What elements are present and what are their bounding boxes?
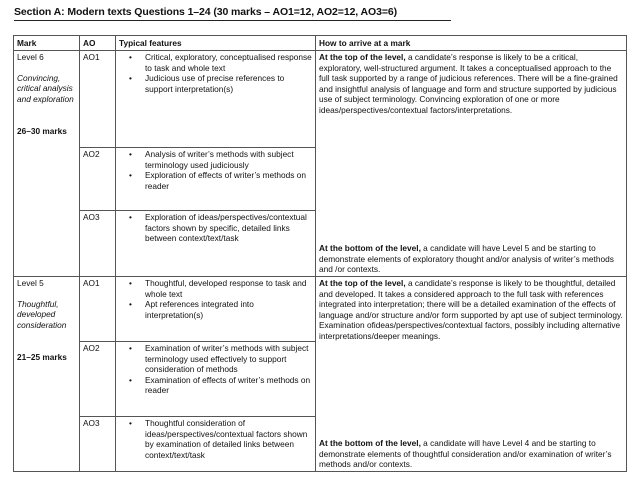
level-6-how-to-arrive [316, 51, 627, 277]
level-6-ao1-features [116, 51, 316, 148]
header-how-to-arrive: How to arrive at a mark [316, 36, 627, 51]
title-underline [14, 20, 451, 21]
feature-item: • Thoughtful, developed response to task and whole text [119, 278, 312, 299]
level-6-bottom-of-level [319, 243, 623, 275]
level-5-description: Thoughtful, developed consideration [17, 298, 67, 330]
level-5-bottom-lead: At the bottom of the level, [319, 438, 421, 449]
level-6-name: Level 6 [17, 52, 44, 62]
level-6-bottom-lead: At the bottom of the level, [319, 243, 421, 254]
header-ao: AO [80, 36, 116, 51]
level-6-ao1-label: AO1 [80, 51, 116, 148]
level-6-description: Convincing, critical analysis and exploration [17, 72, 74, 104]
level-5-top-lead: At the top of the level, [319, 278, 406, 288]
level-6-marks: 26–30 marks [17, 126, 67, 137]
feature-item: • Examination of effects of writer’s methods on reader [119, 375, 312, 396]
level-5-marks: 21–25 marks [17, 352, 67, 363]
level-6-ao3-features [116, 211, 316, 277]
level-5-how-to-arrive [316, 277, 627, 472]
feature-item: • Judicious use of precise references to support interpretation(s) [119, 73, 312, 94]
mark-scheme-table [13, 35, 627, 472]
level-5-ao3-label: AO3 [80, 417, 116, 472]
feature-item: • Analysis of writer’s methods with subject terminology used judiciously [119, 149, 312, 170]
level-5-top-of-level [319, 278, 623, 342]
level-5-name: Level 5 [17, 278, 44, 288]
feature-item: • Apt references integrated into interpretation(s) [119, 299, 312, 320]
page-title: Section A: Modern texts Questions 1–24 (30 marks – AO1=12, AO2=12, AO3=6) [14, 6, 398, 18]
level-5-ao1-features [116, 277, 316, 342]
feature-item: • Critical, exploratory, conceptualised response to task and whole text [119, 52, 312, 73]
level-6-mark-cell [14, 51, 80, 277]
level-5-mark-cell [14, 277, 80, 472]
level-6-top-text: a candidate’s response is likely to be a critical, exploratory, well-structured argument. It takes a conceptualised approach to the full task supported by a range of judicious references. There will be a fine-grained and insightful analysis of language and form and structure supported by judicious use of subject terminology. Convincing exploration of one or more ideas/perspectives/contextual factors/interpretations. [319, 52, 618, 115]
table-row [14, 277, 627, 342]
level-5-ao2-label: AO2 [80, 342, 116, 417]
header-typical-features: Typical features [116, 36, 316, 51]
level-6-top-lead: At the top of the level, [319, 52, 406, 62]
level-5-bottom-text: a candidate will have Level 4 and be starting to demonstrate elements of thoughtful consideration and/or examination of writer’s methods and/or contexts. [319, 438, 612, 470]
level-5-ao1-label: AO1 [80, 277, 116, 342]
level-6-ao2-features [116, 148, 316, 211]
feature-item: • Examination of writer’s methods with subject terminology used effectively to support consideration of methods [119, 343, 312, 375]
level-5-ao2-features [116, 342, 316, 417]
level-6-ao3-label: AO3 [80, 211, 116, 277]
level-6-ao2-label: AO2 [80, 148, 116, 211]
level-5-bottom-of-level [319, 438, 623, 470]
feature-item: • Exploration of effects of writer’s methods on reader [119, 170, 312, 191]
level-5-ao3-features [116, 417, 316, 472]
level-5-top-text: a candidate’s response is likely to be thoughtful, detailed and developed. It takes a considered approach to the full task with references integrated into interpretation; there will be a detailed examination of the effects of language and/or structure and/or form supported by apt use of subject terminology. Examination ofideas/perspectives/contextual factors, possibly including alternative interpretations/deeper meanings. [319, 278, 623, 341]
feature-item: • Exploration of ideas/perspectives/contextual factors shown by specific, detailed links between context/text/task [119, 212, 312, 244]
table-row [14, 51, 627, 148]
table-header-row [14, 36, 627, 51]
level-6-bottom-text: a candidate will have Level 5 and be starting to demonstrate elements of exploratory thought and/or analysis of writer’s methods and /or contexts. [319, 243, 614, 275]
level-6-top-of-level [319, 52, 623, 116]
header-mark: Mark [14, 36, 80, 51]
feature-item: • Thoughtful consideration of ideas/perspectives/contextual factors shown by examination of detailed links between context/text/task [119, 418, 312, 460]
